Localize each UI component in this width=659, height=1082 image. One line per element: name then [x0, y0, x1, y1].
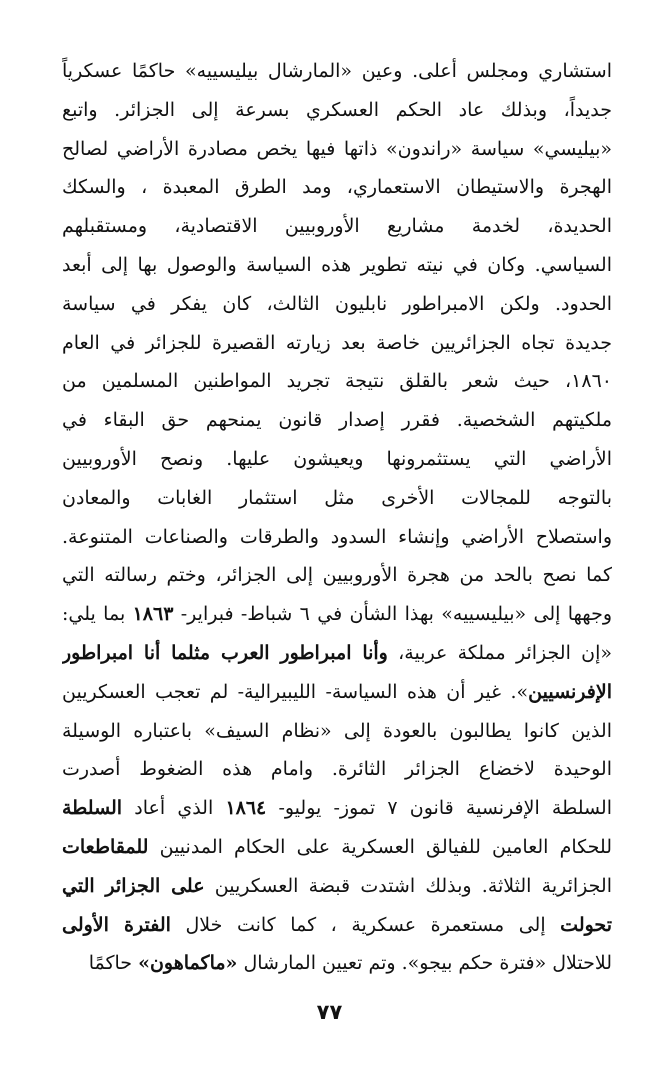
text-line	[62, 867, 612, 906]
text-segment: إلى مستعمرة عسكرية ، كما كانت خلال	[170, 913, 561, 936]
bold-text: للمقاطعات	[62, 835, 149, 858]
bold-text: تحولت	[560, 913, 612, 936]
text-line	[62, 130, 612, 169]
text-segment: الجزائرية الثلاثة. وبذلك اشتدت قبضة العسكريين	[204, 874, 612, 897]
text-segment: للاحتلال «فترة حكم بيجو». وتم تعيين المارشال	[237, 952, 612, 975]
bold-text: وأنا امبراطور العرب مثلما أنا امبراطور	[62, 641, 388, 664]
text-line	[62, 595, 612, 634]
text-line	[62, 440, 612, 479]
text-line	[62, 246, 612, 285]
text-line	[62, 789, 612, 828]
text-line	[62, 750, 612, 789]
text-line	[62, 479, 612, 518]
text-segment: ». غير أن هذه السياسة- الليبيرالية- لم تعجب العسكريين	[62, 680, 529, 703]
bold-text: ١٨٦٤	[225, 797, 267, 820]
text-segment: ١٨٦٠، حيث شعر بالقلق نتيجة تجريد المواطنين المسلمين من	[62, 370, 612, 393]
text-segment: للحكام العامين للفيالق العسكرية على الحكام المدنيين	[148, 835, 612, 858]
body-text	[62, 52, 612, 983]
text-line	[62, 324, 612, 363]
text-segment: بما يلي:	[62, 603, 133, 626]
text-line	[62, 906, 612, 945]
bold-text: «ماكماهون»	[138, 952, 238, 975]
text-segment: جديدة تجاه الجزائريين خاصة بعد زيارته القصيرة للجزائر في العام	[62, 331, 612, 354]
bold-text: على الجزائر التي	[62, 874, 205, 897]
text-segment: الأراضي التي يستثمرونها ويعيشون عليها. ونصح الأوروبيين	[62, 447, 612, 470]
text-segment: «إن الجزائر مملكة عربية،	[387, 641, 612, 664]
text-segment: الحديدة، لخدمة مشاريع الأوروبيين الاقتصادية، ومستقبلهم	[62, 215, 612, 238]
page-number: ٧٧	[316, 1000, 343, 1024]
text-segment: ملكيتهم الشخصية. فقرر إصدار قانون يمنحهم حق البقاء في	[62, 409, 612, 432]
text-line	[62, 207, 612, 246]
bold-text: السلطة	[62, 797, 123, 820]
text-segment: بالتوجه للمجالات الأخرى مثل استثمار الغابات والمعادن	[62, 486, 612, 509]
text-line	[62, 518, 612, 557]
text-segment: الذين كانوا يطالبون بالعودة إلى «نظام السيف» باعتباره الوسيلة	[62, 719, 612, 742]
text-line	[62, 712, 612, 751]
text-segment: الهجرة والاستيطان الاستعماري، ومد الطرق المعبدة ، والسكك	[62, 176, 612, 199]
text-segment: «بيليسي» سياسة «راندون» ذاتها فيها يخص مصادرة الأراضي لصالح	[62, 137, 612, 160]
text-line	[62, 556, 612, 595]
bold-text: الإفرنسيين	[528, 680, 612, 703]
text-line	[62, 168, 612, 207]
text-segment: واستصلاح الأراضي وإنشاء السدود والطرقات والصناعات المتنوعة.	[62, 525, 612, 548]
text-segment: جديداً، وبذلك عاد الحكم العسكري بسرعة إلى الجزائر. واتبع	[62, 98, 612, 121]
bold-text: الفترة الأولى	[62, 913, 171, 936]
text-segment: استشاري ومجلس أعلى. وعين «المارشال بيليسييه» حاكمًا عسكرياً	[62, 60, 612, 82]
text-line	[62, 401, 612, 440]
text-segment: الذي أعاد	[122, 797, 226, 820]
bold-text: ١٨٦٣	[132, 603, 174, 626]
text-segment: الوحيدة لاخضاع الجزائر الثائرة. وامام هذه الضغوط أصدرت	[62, 758, 612, 781]
text-line	[62, 362, 612, 401]
text-segment: السياسي. وكان في نيته تطوير هذه السياسة والوصول بها إلى أبعد	[62, 253, 612, 276]
text-segment: الحدود. ولكن الامبراطور نابليون الثالث، كان يفكر في سياسة	[62, 292, 612, 315]
text-line	[62, 944, 612, 983]
text-line	[62, 285, 612, 324]
text-segment: السلطة الإفرنسية قانون ٧ تموز- يوليو-	[266, 797, 612, 820]
text-line	[62, 52, 612, 91]
text-line	[62, 634, 612, 673]
text-segment: وجهها إلى «بيليسييه» بهذا الشأن في ٦ شباط- فبراير-	[173, 603, 612, 626]
text-line	[62, 828, 612, 867]
text-segment: حاكمًا	[88, 952, 139, 975]
text-segment: كما نصح بالحد من هجرة الأوروبيين إلى الجزائر، وختم رسالته التي	[62, 564, 612, 587]
text-line	[62, 673, 612, 712]
text-line	[62, 91, 612, 130]
